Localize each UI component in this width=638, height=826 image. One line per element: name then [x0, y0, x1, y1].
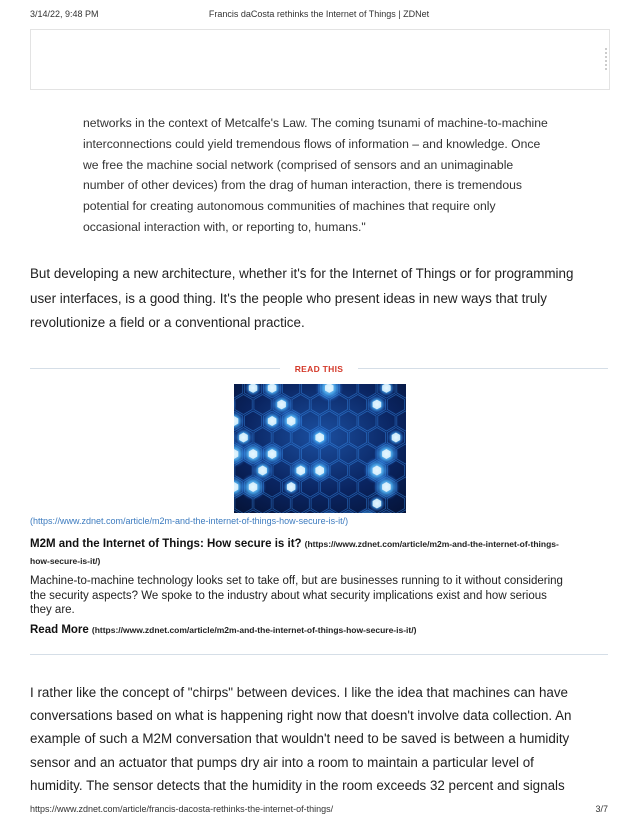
read-this-label: READ THIS	[280, 362, 358, 376]
quote-line: number of other devices) from the drag of human interaction, there is tremendous	[83, 178, 522, 193]
related-article-title: M2M and the Internet of Things: How secure is it?	[30, 538, 302, 550]
ad-placeholder	[30, 29, 610, 90]
read-more-label: Read More	[30, 624, 89, 636]
print-page-number: 3/7	[595, 804, 608, 814]
description-line: the security aspects? We spoke to the industry about what security implications exist and how serious	[30, 589, 547, 602]
related-article-title-link[interactable]	[30, 538, 559, 567]
related-article-description	[30, 574, 605, 618]
print-datetime: 3/14/22, 9:48 PM	[30, 9, 99, 19]
quote-line: networks in the context of Metcalfe's Law. The coming tsunami of machine-to-machine	[83, 116, 548, 130]
hexagon-network-image	[234, 384, 406, 513]
paragraph-line: example of such a M2M conversation that wouldn't need to be saved is between a humidity	[30, 731, 570, 747]
paragraph-line: revolutionize a field or a conventional practice.	[30, 315, 305, 330]
paragraph-line: conversations based on what is happening right now that doesn't involve data collection. An	[30, 708, 572, 724]
blockquote	[83, 113, 583, 238]
paragraph-line: But developing a new architecture, whether it's for the Internet of Things or for programming	[30, 266, 574, 281]
quote-line: interconnections could yield tremendous flows of information – and knowledge. Once	[83, 136, 541, 151]
quote-line: occasional interaction with, or reporting to, humans."	[83, 219, 366, 234]
description-line: they are.	[30, 604, 75, 617]
paragraph-line: user interfaces, is a good thing. It's the people who present ideas in new ways that truly	[30, 290, 547, 306]
read-more-link[interactable]	[30, 624, 416, 636]
body-paragraph	[30, 262, 608, 336]
paragraph-line: humidity. The sensor detects that the humidity in the room exceeds 32 percent and signals	[30, 777, 565, 793]
ad-scroll-edge	[602, 48, 607, 70]
print-footer-url: https://www.zdnet.com/article/francis-dacosta-rethinks-the-internet-of-things/	[30, 804, 334, 814]
related-article-title-url-cont: how-secure-is-it/)	[30, 556, 101, 566]
quote-line: potential for creating autonomous communities of machines that require only	[83, 199, 496, 214]
read-this-divider-bottom	[30, 654, 608, 655]
print-footer	[30, 804, 608, 816]
related-article-thumbnail[interactable]	[234, 384, 406, 513]
related-article-image-link[interactable]: (https://www.zdnet.com/article/m2m-and-the-internet-of-things-how-secure-is-it/)	[30, 516, 349, 526]
print-header	[30, 9, 608, 21]
related-article-heading	[30, 536, 608, 570]
description-line: Machine-to-machine technology looks set to take off, but are businesses running to it without considering	[30, 575, 563, 587]
quote-line: we free the machine social network (comprised of sensors and an unimaginable	[83, 157, 514, 172]
print-page-title: Francis daCosta rethinks the Internet of Things | ZDNet	[208, 9, 430, 19]
paragraph-line: sensor and an actuator that pumps dry air into a room to maintain a particular level of	[30, 754, 534, 770]
body-paragraph	[30, 681, 608, 797]
related-article-title-url: (https://www.zdnet.com/article/m2m-and-the-internet-of-things-	[304, 539, 559, 549]
read-more-url: (https://www.zdnet.com/article/m2m-and-the-internet-of-things-how-secure-is-it/)	[91, 625, 417, 635]
paragraph-line: I rather like the concept of "chirps" between devices. I like the idea that machines can have	[30, 685, 568, 700]
